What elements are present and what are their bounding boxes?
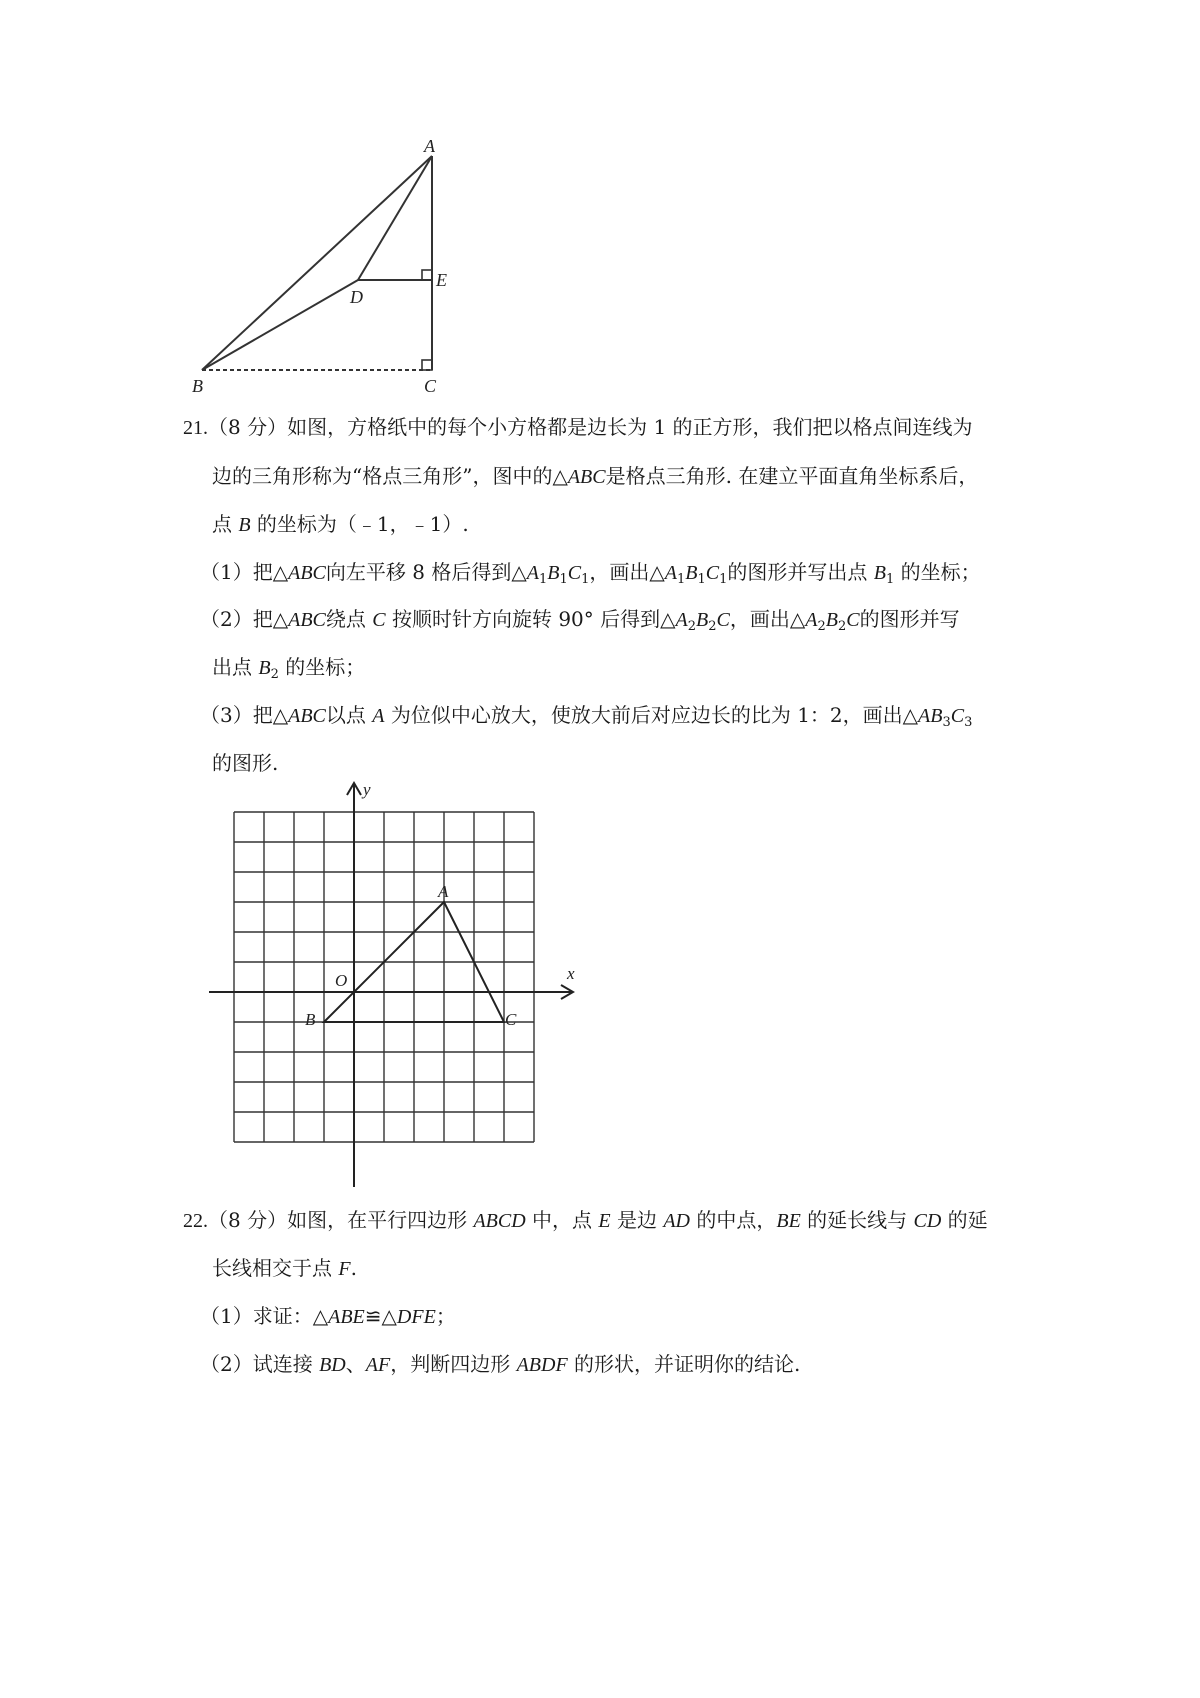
label-c: C	[424, 376, 437, 396]
q21-stem-2a: 边的三角形称为“格点三角形”，图中的△	[212, 464, 568, 488]
t: 2	[708, 619, 717, 634]
q21-stem-2c: 是格点三角形. 在建立平面直角坐标系后，	[605, 464, 979, 488]
t: 按顺时针方向旋转 90° 后得到△	[385, 607, 676, 631]
t: 的中点，	[690, 1208, 777, 1232]
t: 的坐标；	[894, 560, 981, 584]
t: ，画出△	[729, 607, 806, 631]
t: B	[258, 657, 271, 679]
q21-part1-label: （1）	[200, 560, 253, 584]
t: ABC	[288, 609, 326, 631]
q21-line3	[212, 510, 469, 539]
t: ，画出△	[589, 560, 665, 584]
label-y: y	[363, 780, 371, 799]
t: B	[825, 609, 838, 631]
q21-part2	[200, 605, 960, 641]
t: E	[598, 1210, 611, 1232]
t: 求证：△	[252, 1304, 329, 1328]
q22-part2-label: （2）	[200, 1352, 253, 1376]
t: 绕点	[325, 607, 373, 631]
t: 2	[687, 619, 697, 634]
q21-part2-line2	[212, 653, 365, 689]
t: 2	[817, 619, 826, 634]
label-e: E	[436, 270, 447, 290]
t: 1	[559, 572, 568, 587]
t: 、	[345, 1352, 366, 1376]
t: B	[547, 562, 560, 584]
q21-part1	[200, 558, 981, 594]
t: 1	[719, 572, 728, 587]
t: AF	[365, 1354, 391, 1376]
label-x: x	[567, 964, 575, 983]
segment-bd	[202, 280, 358, 370]
t: .	[350, 1256, 357, 1280]
label-b: B	[192, 376, 203, 396]
q22-score: （8 分）	[208, 1208, 288, 1232]
t: B	[696, 609, 709, 631]
label-O: O	[335, 971, 348, 990]
q22-line2	[212, 1254, 357, 1283]
t: 2	[837, 619, 847, 634]
t: 的图形.	[212, 751, 279, 775]
q22-line1	[183, 1206, 988, 1235]
t: A	[664, 562, 677, 584]
t: C	[705, 562, 720, 584]
q21-part2-label: （2）	[200, 607, 253, 631]
t: 是边	[610, 1208, 664, 1232]
t: 2	[270, 667, 279, 682]
t: F	[338, 1258, 351, 1280]
t: 出点	[212, 655, 259, 679]
t: 的延长线与	[800, 1208, 914, 1232]
q21-number: 21.	[183, 417, 208, 439]
t: C	[716, 609, 730, 631]
t: A	[675, 609, 688, 631]
t: BE	[776, 1210, 801, 1232]
right-angle-mark-c	[422, 360, 432, 370]
q21-line1	[183, 413, 973, 442]
q21-part3-label: （3）	[200, 703, 253, 727]
t: 1	[538, 572, 548, 587]
q21-part3	[200, 701, 972, 737]
t: 为位似中心放大，使放大前后对应边长的比为 1：2，画出△	[384, 703, 919, 727]
label-d: D	[350, 287, 363, 307]
right-angle-mark-e	[422, 270, 432, 280]
t: ABCD	[473, 1210, 526, 1232]
t: 的图形并写	[859, 607, 960, 631]
t: 向左平移 8 格后得到△	[325, 560, 527, 584]
t: ，判断四边形	[390, 1352, 517, 1376]
t: 1	[885, 572, 895, 587]
label-a: A	[424, 136, 435, 156]
label-B: B	[305, 1010, 316, 1029]
t: 中，点	[525, 1208, 599, 1232]
q21-stem-3a: 点	[212, 512, 239, 536]
t: 的图形并写出点	[727, 560, 874, 584]
t: AB	[918, 705, 943, 727]
t: C	[846, 609, 860, 631]
t: C	[950, 705, 965, 727]
t: BD	[319, 1354, 346, 1376]
t: A	[526, 562, 539, 584]
t: B	[873, 562, 886, 584]
t: 的形状，并证明你的结论.	[567, 1352, 801, 1376]
t: 如图，在平行四边形	[287, 1208, 474, 1232]
t: A	[805, 609, 818, 631]
t: 把△	[252, 560, 289, 584]
q22-part1-label: （1）	[200, 1304, 253, 1328]
q22-part1	[200, 1302, 456, 1331]
t: AD	[663, 1210, 690, 1232]
t: 的坐标；	[278, 655, 366, 679]
q21-line2	[212, 462, 978, 491]
t: ABC	[288, 562, 326, 584]
t: 试连接	[252, 1352, 320, 1376]
q21-stem-3b: B	[238, 514, 251, 536]
t: ABC	[288, 705, 326, 727]
q21-score: （8 分）	[208, 415, 288, 439]
figure-triangle-abcde	[190, 136, 447, 400]
t: 3	[964, 715, 973, 730]
figure-coordinate-grid	[205, 775, 585, 1195]
t: ≌△	[364, 1304, 397, 1328]
t: 1	[676, 572, 686, 587]
t: ；	[435, 1304, 456, 1328]
t: DFE	[396, 1306, 436, 1328]
t: 3	[942, 715, 951, 730]
q21-part3-line2	[212, 749, 278, 777]
t: 1	[581, 572, 590, 587]
segment-ba	[202, 156, 432, 370]
t: 的延	[941, 1208, 988, 1232]
t: ABDF	[516, 1354, 568, 1376]
t: 长线相交于点	[212, 1256, 339, 1280]
t: 把△	[252, 607, 289, 631]
t: 以点	[325, 703, 373, 727]
label-A: A	[438, 882, 449, 901]
t: 1	[697, 572, 706, 587]
q22-number: 22.	[183, 1210, 208, 1232]
q22-part2	[200, 1350, 800, 1379]
segment-ad	[358, 156, 432, 280]
q21-stem-3c: 的坐标为（﹣1，﹣1）.	[250, 512, 469, 536]
label-C: C	[505, 1010, 517, 1029]
t: C	[372, 609, 386, 631]
t: ABE	[328, 1306, 365, 1328]
t: B	[685, 562, 698, 584]
q21-stem-2b: ABC	[567, 466, 606, 488]
t: A	[372, 705, 385, 727]
q21-stem-1: 如图，方格纸中的每个小方格都是边长为 1 的正方形，我们把以格点间连线为	[287, 415, 973, 439]
t: CD	[913, 1210, 942, 1232]
t: 把△	[252, 703, 289, 727]
t: C	[567, 562, 582, 584]
